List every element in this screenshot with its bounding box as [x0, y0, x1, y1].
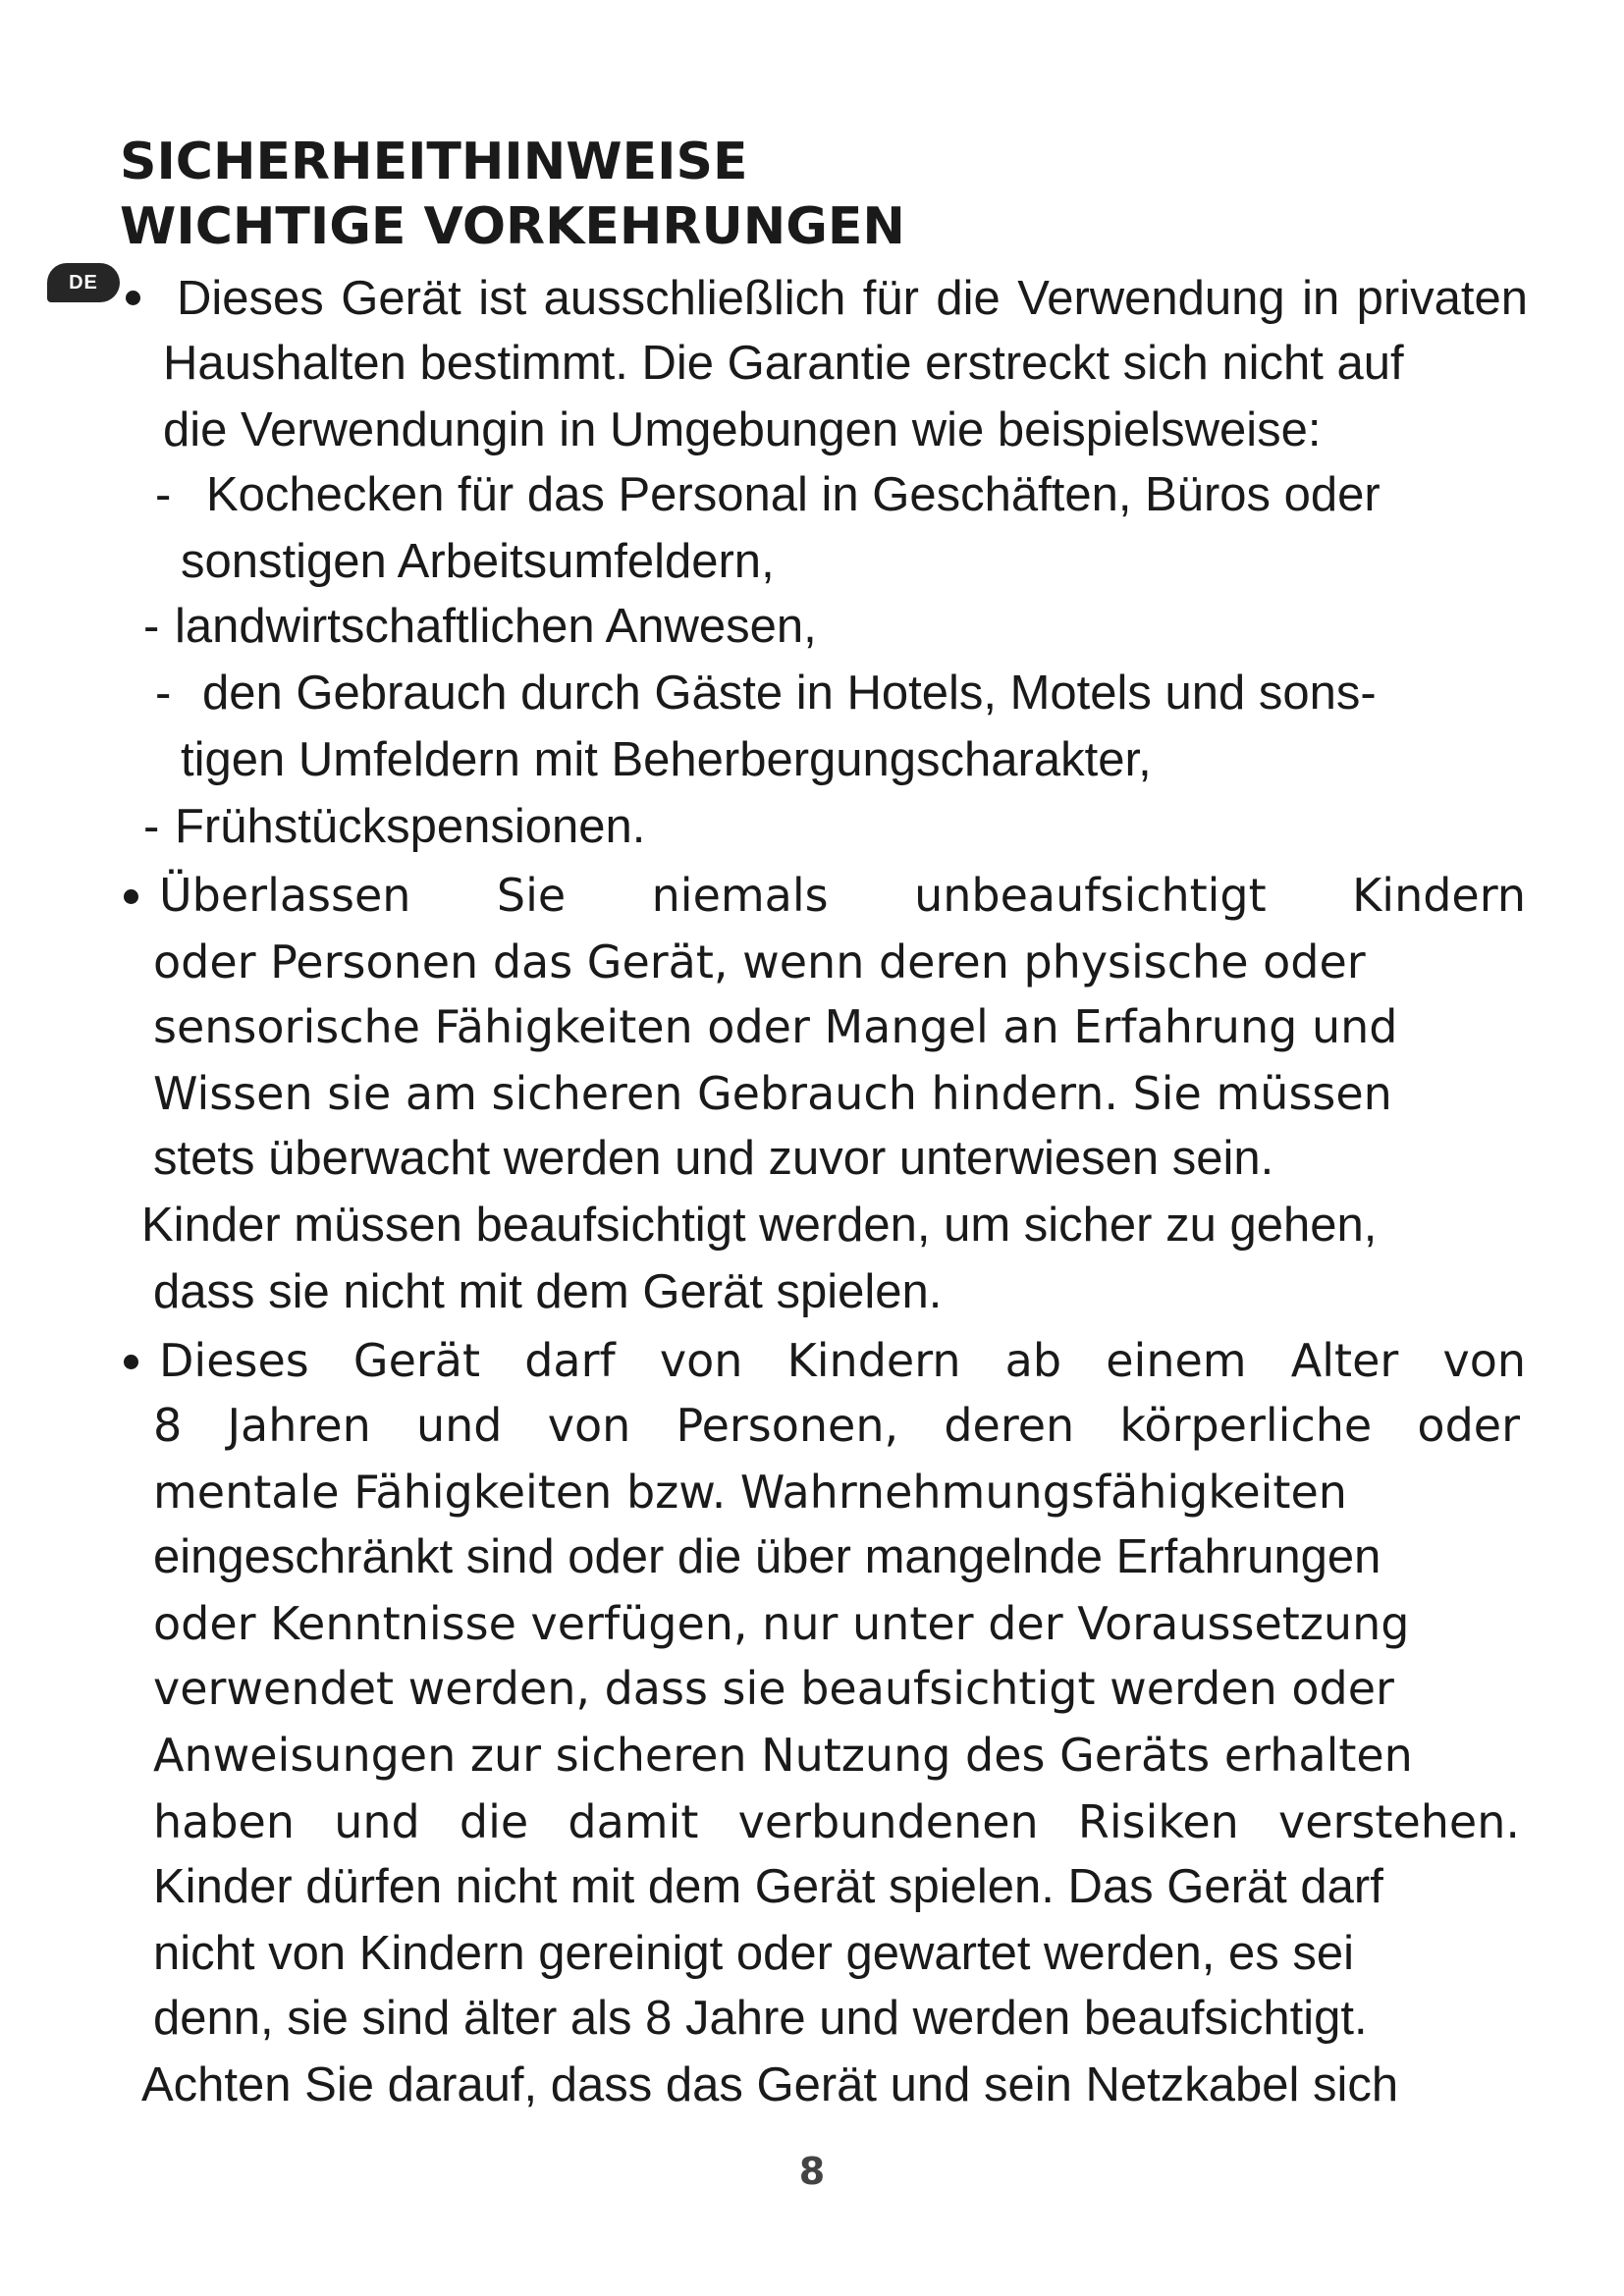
- dash-marker: -: [143, 800, 160, 853]
- page-number: 8: [798, 2150, 826, 2193]
- language-badge: DE: [47, 263, 120, 302]
- list-item-line: dass sie nicht mit dem Gerät spielen.: [153, 1265, 943, 1318]
- list-item-line: verwendet werden, dass sie beaufsichtigt werden oder: [153, 1662, 1394, 1715]
- list-item-line: nicht von Kindern gereinigt oder gewartet werden, es sei: [153, 1927, 1354, 1980]
- list-item-line: Dieses Gerät ist ausschließlich für die Verwendung in privaten: [177, 272, 1528, 325]
- sub-list-item-line: sonstigen Arbeitsumfeldern,: [181, 535, 775, 588]
- sub-list-item-line: tigen Umfeldern mit Beherbergungscharakter,: [181, 733, 1152, 786]
- list-item-line: 8 Jahren und von Personen, deren körperliche oder: [153, 1399, 1520, 1452]
- safety-heading: SICHERHEITHINWEISE: [120, 133, 748, 191]
- dash-marker: -: [155, 667, 172, 720]
- list-item-line: eingeschränkt sind oder die über mangelnde Erfahrungen: [153, 1530, 1381, 1583]
- list-item-line: sensorische Fähigkeiten oder Mangel an Erfahrung und: [153, 1000, 1398, 1053]
- list-item-line: die Verwendungin in Umgebungen wie beispielsweise:: [163, 403, 1322, 456]
- list-item-line: denn, sie sind älter als 8 Jahre und werden beaufsichtigt.: [153, 1992, 1368, 2045]
- list-item-line: oder Personen das Gerät, wenn deren physische oder: [153, 935, 1366, 988]
- list-item-line: Kinder müssen beaufsichtigt werden, um sicher zu gehen,: [141, 1199, 1378, 1252]
- list-item-line: haben und die damit verbundenen Risiken verstehen.: [153, 1795, 1520, 1848]
- bullet-icon: [126, 291, 140, 305]
- list-item-line: Dieses Gerät darf von Kindern ab einem Alter von: [159, 1334, 1526, 1387]
- list-item-line: mentale Fähigkeiten bzw. Wahrnehmungsfähigkeiten: [153, 1466, 1347, 1519]
- sub-list-item-line: landwirtschaftlichen Anwesen,: [175, 600, 817, 653]
- list-item-line: Kinder dürfen nicht mit dem Gerät spielen. Das Gerät darf: [153, 1860, 1383, 1913]
- list-item-line: Überlassen Sie niemals unbeaufsichtigt Kindern: [159, 869, 1526, 922]
- list-item-line: Wissen sie am sicheren Gebrauch hindern. Sie müssen: [153, 1067, 1392, 1120]
- list-item-line: stets überwacht werden und zuvor unterwiesen sein.: [153, 1132, 1274, 1185]
- dash-marker: -: [155, 468, 172, 521]
- precautions-heading: WICHTIGE VORKEHRUNGEN: [120, 197, 905, 256]
- list-item-line: Achten Sie darauf, dass das Gerät und sein Netzkabel sich: [141, 2058, 1399, 2111]
- list-item-line: oder Kenntnisse verfügen, nur unter der Voraussetzung: [153, 1597, 1410, 1650]
- sub-list-item-line: Kochecken für das Personal in Geschäften, Büros oder: [206, 468, 1380, 521]
- dash-marker: -: [143, 600, 160, 653]
- list-item-line: Anweisungen zur sicheren Nutzung des Geräts erhalten: [153, 1729, 1413, 1782]
- list-item-line: Haushalten bestimmt. Die Garantie erstreckt sich nicht auf: [163, 337, 1404, 390]
- bullet-icon: [124, 889, 138, 904]
- bullet-icon: [124, 1355, 138, 1369]
- sub-list-item-line: Frühstückspensionen.: [175, 800, 646, 853]
- sub-list-item-line: den Gebrauch durch Gäste in Hotels, Motels und sons-: [202, 667, 1377, 720]
